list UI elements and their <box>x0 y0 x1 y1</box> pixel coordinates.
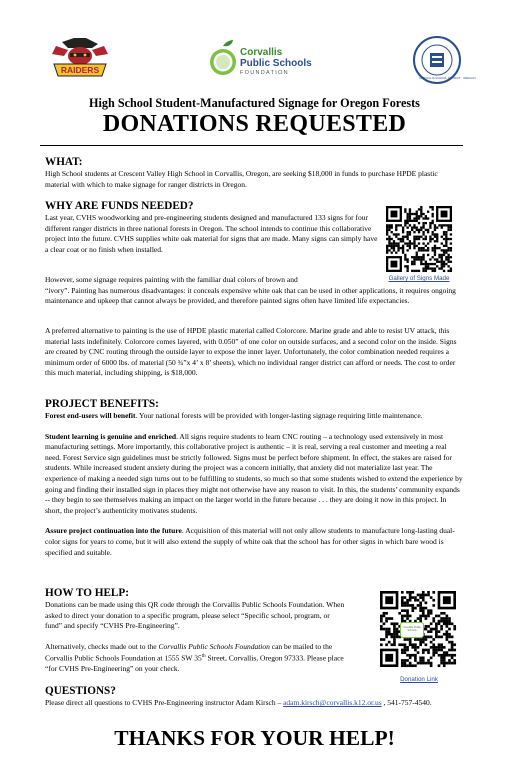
foundation-name-line2: Public Schools <box>240 58 312 69</box>
why-paragraph-2-block <box>45 275 463 307</box>
gallery-qr-code[interactable] <box>386 206 452 272</box>
foundation-logo <box>207 38 311 82</box>
foundation-name-italic: Corvallis Public Schools Foundation <box>158 641 270 651</box>
page-title: DONATIONS REQUESTED <box>102 111 407 137</box>
raiders-logo-text: RAIDERS <box>60 65 100 75</box>
benefit-2-title: Student learning is genuine and enriched <box>45 431 177 441</box>
why-section <box>45 200 378 255</box>
district-seal-text: CORVALLIS SCHOOL DISTRICT · OREGON <box>419 76 476 80</box>
questions-text: Please direct all questions to CVHS Pre-Engineering instructor Adam Kirsch – adam.kirsch@corvallis.k12.or.us , 541-757-4540. <box>45 698 432 707</box>
benefit-2 <box>45 432 463 517</box>
benefit-2-text: . All signs require students to learn CNC routing – a technology used extensively in most manufacturing settings. More importantly, this collaborative project is authentic – it is real, serving a real customer and meeting a real need. Forest Service sign guidelines must be strictly followed. Signs must be perfect before shipment. In effect, the stakes are raised for students. While increased student anxiety during the project was a concern initially, that anxiety did not materialize last year. The experience of making a needed sign turns out to be fulfilling to students, so much so that some students wished to extend the experience by going and finding their installed sign in places they might not otherwise have any reason to visit. In this, the students’ community expands -- they begin to see themselves making an impact on the larger world in the future because . . . they are doing it now in this project. In short, the project’s authenticity motivates students. <box>45 431 463 515</box>
raiders-logo <box>48 36 112 80</box>
foundation-name-line3: FOUNDATION <box>240 70 289 76</box>
donation-link[interactable]: Donation Link <box>400 676 438 683</box>
gallery-link[interactable]: Gallery of Signs Made <box>388 275 450 282</box>
why-paragraph-3-block <box>45 326 463 379</box>
why-paragraph-1: Last year, CVHS woodworking and pre-engineering students designed and manufactured 133 signs for four different ranger districts in three national forests in Oregon. The school intends to continue this collaborative project into the future. CVHS supplies white oak material for signs that are made. Many signs can simply have a clear coat or no finish when installed. <box>45 213 378 254</box>
page-subtitle: High School Student-Manufactured Signage for Oregon Forests <box>89 96 420 110</box>
what-section <box>45 156 463 190</box>
donation-qr-badge: Corvallis Public Schools <box>400 622 424 638</box>
what-body: High School students at Crescent Valley High School in Corvallis, Oregon, are seeking $18,000 in funds to purchase HPDE plastic material with which to make signage for ranger districts in Oregon. <box>45 169 438 189</box>
questions-heading: QUESTIONS? <box>45 685 116 697</box>
why-paragraph-2-rest: “ivory”. Painting has numerous disadvantages: it conceals expensive white oak that can be used in other applications, it requires ongoing maintenance and upkeep that cannot always be provided, and therefore painted signs often have limited life expectancies. <box>45 285 456 306</box>
foundation-name-line1: Corvallis <box>240 47 283 58</box>
benefit-1-text: . Your national forests will be provided with longer-lasting signage requiring little maintenance. <box>135 411 423 420</box>
help-heading: HOW TO HELP: <box>45 587 129 599</box>
district-seal <box>413 36 476 84</box>
benefits-section <box>45 398 463 558</box>
questions-section <box>45 685 463 709</box>
help-paragraph-1: Donations can be made using this QR code through the Corvallis Public Schools Foundation. When asked to direct your donation to a specific program, please select “Specific school, program, or fund” and specify “CVHS Pre-Engineering”. <box>45 600 345 631</box>
benefits-heading: PROJECT BENEFITS: <box>45 398 159 410</box>
contact-email-link[interactable]: adam.kirsch@corvallis.k12.or.us <box>283 698 382 707</box>
benefit-1-title: Forest end-users will benefit <box>45 411 136 420</box>
thanks-footer: THANKS FOR YOUR HELP! <box>114 726 395 750</box>
benefit-3 <box>45 526 463 558</box>
why-paragraph-3: A preferred alternative to painting is the use of HPDE plastic material called Colorcore. Marine grade and able to resist UV attack, this material lasts indefinitely. Colorcore comes layered, with 0.050” of one color on outside surfaces, and a second color on the inside. Signs are created by CNC routing through the outside layer to expose the inner layer. Unfortunately, the color combination needed requires a minimum order of 6000 lbs. of material (50 ¾”x 4’ x 8’ sheets), which no individual ranger district can afford or needs. The cost to order this much material, including shipping, is $18,000. <box>45 326 457 378</box>
what-heading: WHAT: <box>45 156 83 168</box>
benefit-1 <box>45 411 463 422</box>
why-heading: WHY ARE FUNDS NEEDED? <box>45 200 194 212</box>
help-section <box>45 587 345 675</box>
apple-icon <box>207 38 239 78</box>
why-paragraph-2-start: However, some signage requires painting with the familiar dual colors of brown and <box>45 275 298 284</box>
benefit-3-title: Assure project continuation into the future <box>45 526 182 536</box>
help-paragraph-2: Alternatively, checks made out to the Corvallis Public Schools Foundation can be mailed to the Corvallis Public Schools Foundation at 1555 SW 35th Street, Corvallis, Oregon 97333. Please place “for CVHS Pre-Engineering” on your check. <box>45 641 344 674</box>
benefit-3-text: . Acquisition of this material will not only allow students to manufacture long-lasting dual-color signs for years to come, but it will also extend the supply of white oak that the school has for other signs in which bare wood is specified and suitable. <box>45 526 455 557</box>
title-divider <box>40 145 463 146</box>
